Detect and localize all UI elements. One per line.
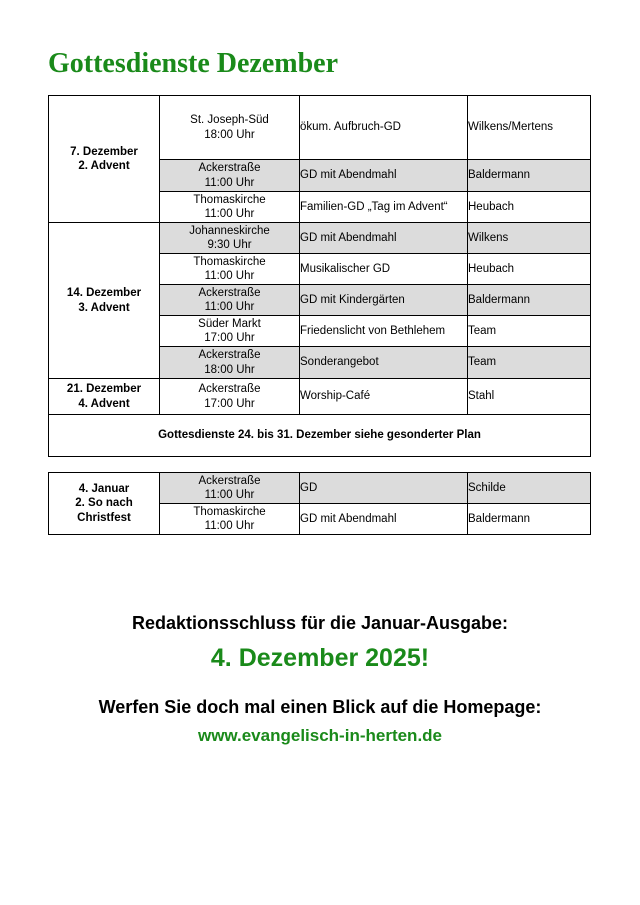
place-cell: St. Joseph-Süd 18:00 Uhr — [160, 96, 300, 160]
january-schedule-table — [48, 472, 591, 535]
event-cell: GD mit Kindergärten — [300, 285, 468, 316]
place-cell: Thomaskirche 11:00 Uhr — [160, 504, 300, 535]
event-cell: Worship-Café — [300, 379, 468, 415]
place-cell: Ackerstraße 11:00 Uhr — [160, 285, 300, 316]
table-row — [49, 415, 591, 457]
deadline-date: 4. Dezember 2025! — [210, 644, 430, 672]
event-cell: GD mit Abendmahl — [300, 504, 468, 535]
person-cell: Heubach — [468, 192, 591, 223]
person-cell: Baldermann — [468, 160, 591, 192]
date-cell: 14. Dezember 3. Advent — [49, 223, 160, 379]
person-cell: Team — [468, 316, 591, 347]
person-cell: Heubach — [468, 254, 591, 285]
event-cell: ökum. Aufbruch-GD — [300, 96, 468, 160]
person-cell: Baldermann — [468, 504, 591, 535]
person-cell: Schilde — [468, 473, 591, 504]
december-schedule-table — [48, 95, 591, 457]
person-cell: Wilkens/Mertens — [468, 96, 591, 160]
event-cell: Sonderangebot — [300, 347, 468, 379]
place-cell: Ackerstraße 18:00 Uhr — [160, 347, 300, 379]
date-cell: 4. Januar 2. So nach Christfest — [49, 473, 160, 535]
homepage-link[interactable]: www.evangelisch-in-herten.de — [197, 726, 443, 745]
event-cell: Musikalischer GD — [300, 254, 468, 285]
place-cell: Johanneskirche 9:30 Uhr — [160, 223, 300, 254]
date-cell: 21. Dezember 4. Advent — [49, 379, 160, 415]
table-row — [49, 379, 591, 415]
place-cell: Süder Markt 17:00 Uhr — [160, 316, 300, 347]
person-cell: Baldermann — [468, 285, 591, 316]
person-cell: Team — [468, 347, 591, 379]
homepage-label: Werfen Sie doch mal einen Blick auf die Homepage: — [98, 697, 542, 717]
page-title: Gottesdienste Dezember — [48, 48, 339, 79]
deadline-label: Redaktionsschluss für die Januar-Ausgabe: — [131, 613, 509, 633]
event-cell: GD mit Abendmahl — [300, 160, 468, 192]
table-row — [49, 223, 591, 254]
table-row — [49, 473, 591, 504]
place-cell: Ackerstraße 11:00 Uhr — [160, 160, 300, 192]
december-note: Gottesdienste 24. bis 31. Dezember siehe gesonderter Plan — [49, 415, 591, 457]
date-cell: 7. Dezember 2. Advent — [49, 96, 160, 223]
event-cell: Friedenslicht von Bethlehem — [300, 316, 468, 347]
table-row — [49, 96, 591, 160]
event-cell: GD mit Abendmahl — [300, 223, 468, 254]
event-cell: Familien-GD „Tag im Advent“ — [300, 192, 468, 223]
place-cell: Ackerstraße 17:00 Uhr — [160, 379, 300, 415]
place-cell: Ackerstraße 11:00 Uhr — [160, 473, 300, 504]
place-cell: Thomaskirche 11:00 Uhr — [160, 254, 300, 285]
person-cell: Stahl — [468, 379, 591, 415]
place-cell: Thomaskirche 11:00 Uhr — [160, 192, 300, 223]
person-cell: Wilkens — [468, 223, 591, 254]
event-cell: GD — [300, 473, 468, 504]
